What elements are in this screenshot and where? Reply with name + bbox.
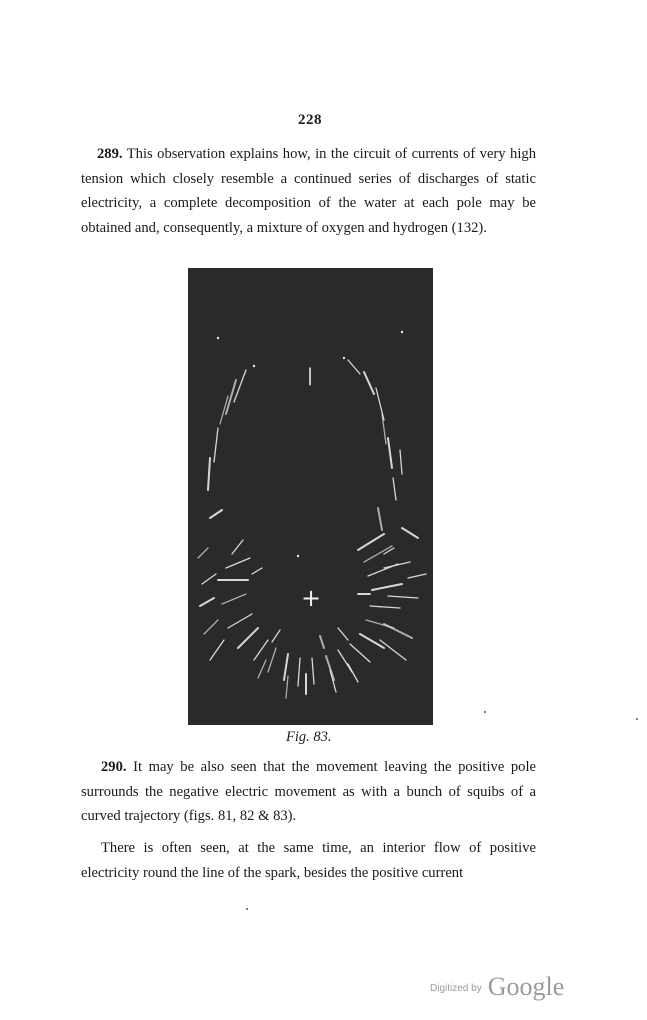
watermark-prefix: Digitized by (430, 983, 482, 994)
figure-plate (188, 268, 433, 725)
speck (484, 711, 486, 713)
figure-caption: Fig. 83. (286, 729, 332, 745)
paragraph-number: 290. (101, 759, 127, 775)
figure-image (188, 268, 433, 725)
speck (246, 908, 248, 910)
page-number: 228 (298, 112, 322, 128)
paragraph-text: There is often seen, at the same time, an interior flow of positive electricity round the line of the spark, besides the positive current (81, 840, 536, 881)
paragraph-289 (81, 142, 536, 240)
spark-dot (297, 555, 299, 557)
spark-dot (217, 337, 219, 339)
spark-dot (401, 331, 403, 333)
negative-pole-symbol: | (307, 365, 314, 386)
paragraph-290 (81, 755, 536, 829)
paragraph-text: It may be also seen that the movement leaving the positive pole surrounds the negative electric movement as with a bunch of squibs of a curved trajectory (figs. 81, 82 & 83). (81, 759, 536, 824)
paragraph-number: 289. (97, 146, 123, 162)
google-logo: Google (487, 972, 565, 1001)
digitized-watermark (430, 972, 564, 1002)
speck (636, 718, 638, 720)
spark-dot (343, 357, 345, 359)
paragraph-text: This observation explains how, in the circuit of currents of very high tension which closely resemble a continued series of discharges of static electricity, a complete decomposition of the water at each pole may be obtained and, consequently, a mixture of oxygen and hydrogen (132). (81, 146, 536, 236)
positive-pole-symbol: + (301, 584, 322, 612)
spark-dot (253, 365, 255, 367)
paragraph-interior-flow (81, 836, 536, 885)
